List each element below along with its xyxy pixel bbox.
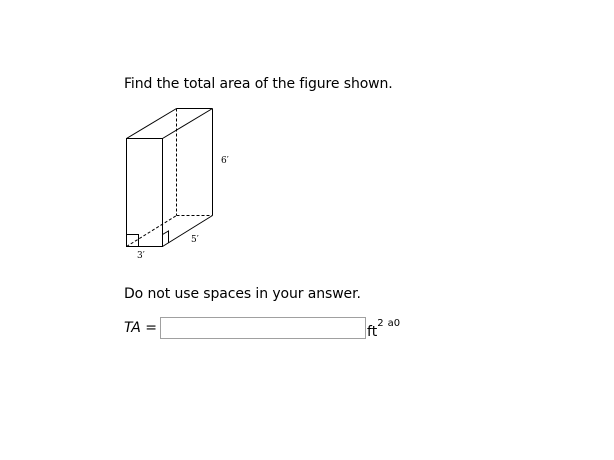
rectangular-prism-figure [110, 100, 230, 265]
answer-label [124, 320, 157, 336]
prism-front-face [127, 139, 163, 247]
unit-exponent: 2 [377, 318, 384, 329]
answer-variable: TA [124, 320, 141, 336]
instruction-text: Do not use spaces in your answer. [124, 286, 361, 302]
right-angle-marker-right [163, 231, 169, 243]
trailing-text: a0 [387, 318, 401, 329]
answer-input[interactable] [160, 317, 366, 339]
question-text: Find the total area of the figure shown. [124, 76, 393, 92]
height-label: 6′ [221, 156, 229, 166]
equals-sign: = [140, 320, 158, 336]
width-label: 3′ [137, 251, 145, 261]
unit-text: ft [367, 324, 378, 340]
answer-unit [367, 318, 401, 340]
depth-label: 5′ [191, 235, 199, 245]
answer-row [124, 314, 400, 342]
